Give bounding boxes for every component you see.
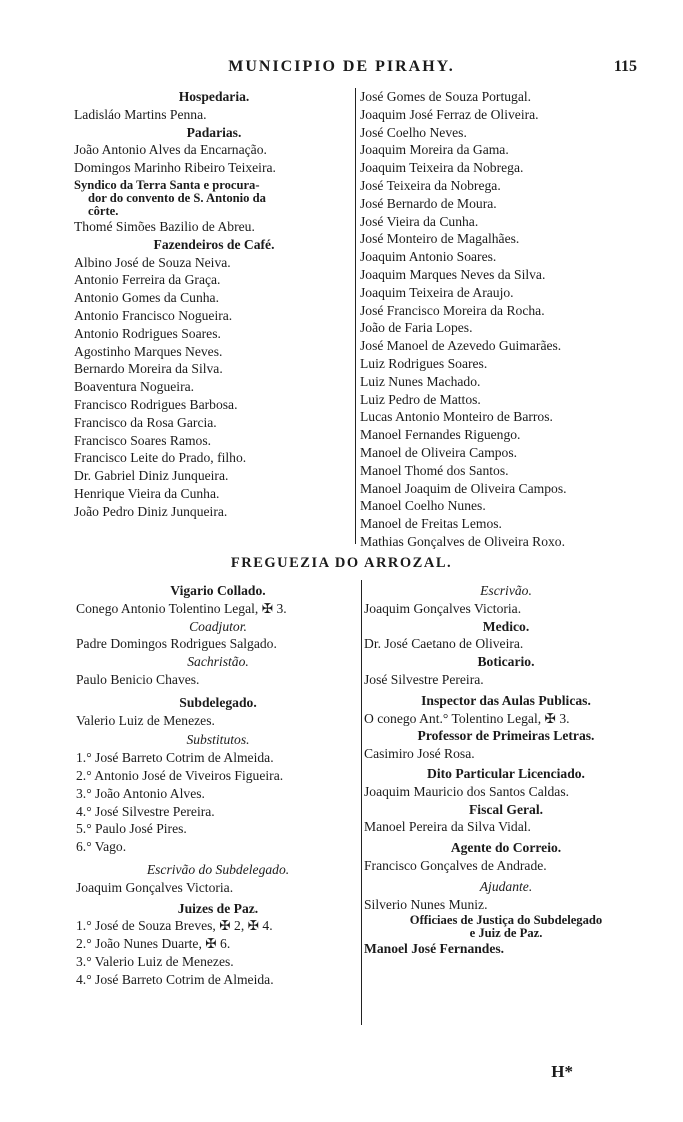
list-item: Francisco Gonçalves de Andrade. xyxy=(364,857,547,873)
fazendeiros-list-continued xyxy=(360,88,645,551)
list-item: José Francisco Moreira da Rocha. xyxy=(360,302,545,318)
section-heading: Dito Particular Licenciado. xyxy=(427,765,585,781)
section-heading: Subdelegado. xyxy=(179,694,257,710)
heading-line: e Juiz de Paz. xyxy=(469,926,543,941)
bottom-right-column xyxy=(364,582,648,958)
list-item: José Vieira da Cunha. xyxy=(360,213,479,229)
list-item: 6.° Vago. xyxy=(76,839,127,855)
section-heading: Agente do Correio. xyxy=(450,840,562,856)
list-item: José Silvestre Pereira. xyxy=(364,671,484,687)
list-item: 4.° José Silvestre Pereira. xyxy=(76,803,215,819)
list-item: Joaquim Antonio Soares. xyxy=(360,249,497,265)
section-heading: Coadjutor. xyxy=(189,618,247,634)
list-item: Manoel Coelho Nunes. xyxy=(360,498,486,514)
list-item: Agostinho Marques Neves. xyxy=(74,343,223,359)
column-divider xyxy=(355,88,356,544)
list-item: Joaquim Gonçalves Victoria. xyxy=(364,600,522,616)
section-heading: Fazendeiros de Café. xyxy=(153,236,275,252)
list-item: Joaquim Moreira da Gama. xyxy=(360,142,509,158)
list-item: Valerio Luiz de Menezes. xyxy=(76,712,215,728)
page-title: MUNICIPIO DE PIRAHY. xyxy=(228,58,455,75)
section-heading: Substitutos. xyxy=(186,732,250,748)
heading-line: dor do convento de S. Antonio da xyxy=(88,190,266,205)
top-right-column xyxy=(360,88,645,551)
list-item: 1.° José de Souza Breves, ✠ 2, ✠ 4. xyxy=(76,918,273,934)
list-item: Albino José de Souza Neiva. xyxy=(74,254,231,270)
list-item: 3.° Valerio Luiz de Menezes. xyxy=(76,953,234,969)
list-item: Antonio Rodrigues Soares. xyxy=(74,325,221,341)
page-header xyxy=(0,58,683,82)
section-heading: Escrivão do Subdelegado. xyxy=(146,861,290,877)
list-item: Francisco Soares Ramos. xyxy=(74,432,212,448)
list-item: Manoel Thomé dos Santos. xyxy=(360,462,509,478)
list-item: José Gomes de Souza Portugal. xyxy=(360,89,532,104)
list-item: Lucas Antonio Monteiro de Barros. xyxy=(360,409,553,425)
section-heading: Vigario Collado. xyxy=(170,583,266,598)
list-item: João de Faria Lopes. xyxy=(360,320,473,336)
section-heading: Fiscal Geral. xyxy=(469,801,543,817)
bottom-left-column xyxy=(76,582,360,989)
list-item: Luiz Pedro de Mattos. xyxy=(360,391,481,407)
list-item: Dr. Gabriel Diniz Junqueira. xyxy=(74,468,229,484)
signature-mark: H* xyxy=(551,1062,573,1081)
list-item: Antonio Francisco Nogueira. xyxy=(74,307,233,323)
list-item: Antonio Ferreira da Graça. xyxy=(74,272,221,288)
section-heading: Sachristão. xyxy=(187,654,249,670)
list-item: Joaquim Mauricio dos Santos Caldas. xyxy=(364,783,570,799)
list-item: José Monteiro de Magalhães. xyxy=(360,231,520,247)
list-item: José Teixeira da Nobrega. xyxy=(360,177,501,193)
list-item: Conego Antonio Tolentino Legal, ✠ 3. xyxy=(76,600,287,616)
list-item: Ladisláo Martins Penna. xyxy=(74,106,207,122)
fazendeiros-list xyxy=(74,254,354,521)
heading-line: côrte. xyxy=(88,203,119,218)
officiaes-heading xyxy=(364,914,648,940)
list-item: Luiz Rodrigues Soares. xyxy=(360,355,488,371)
list-item: 5.° Paulo José Pires. xyxy=(76,821,187,837)
list-item: Manoel de Freitas Lemos. xyxy=(360,516,502,532)
juizes-list xyxy=(76,917,360,988)
section-heading: Inspector das Aulas Publicas. xyxy=(421,692,591,708)
list-item: Joaquim José Ferraz de Oliveira. xyxy=(360,106,539,122)
list-item: Manoel Fernandes Riguengo. xyxy=(360,427,521,443)
list-item: Paulo Benicio Chaves. xyxy=(76,671,200,687)
list-item: João Pedro Diniz Junqueira. xyxy=(74,503,228,519)
list-item: Francisco Leite do Prado, filho. xyxy=(74,450,247,466)
list-item: 1.° José Barreto Cotrim de Almeida. xyxy=(76,750,274,766)
list-item: Mathias Gonçalves de Oliveira Roxo. xyxy=(360,533,565,549)
list-item: 3.° João Antonio Alves. xyxy=(76,785,205,801)
heading-line: Syndico da Terra Santa e procura- xyxy=(74,177,260,192)
list-item: Joaquim Teixeira de Araujo. xyxy=(360,284,514,300)
list-item: 2.° João Nunes Duarte, ✠ 6. xyxy=(76,936,231,952)
syndico-heading xyxy=(74,179,354,218)
list-item: Henrique Vieira da Cunha. xyxy=(74,485,220,501)
list-item: José Coelho Neves. xyxy=(360,124,467,140)
section-heading: Boticario. xyxy=(477,654,535,670)
list-item: Manoel Joaquim de Oliveira Campos. xyxy=(360,480,567,496)
top-left-column xyxy=(74,88,354,521)
heading-line: Officiaes de Justiça do Subdelegado xyxy=(409,913,603,928)
list-item: Antonio Gomes da Cunha. xyxy=(74,290,219,306)
list-item: Casimiro José Rosa. xyxy=(364,746,475,762)
list-item: Thomé Simões Bazilio de Abreu. xyxy=(74,218,255,234)
list-item: Manoel Pereira da Silva Vidal. xyxy=(364,819,531,835)
list-item: Francisco Rodrigues Barbosa. xyxy=(74,396,238,412)
list-item: O conego Ant.° Tolentino Legal, ✠ 3. xyxy=(364,710,570,726)
list-item: Joaquim Teixeira da Nobrega. xyxy=(360,160,524,176)
list-item: Manoel de Oliveira Campos. xyxy=(360,444,518,460)
list-item: José Manoel de Azevedo Guimarães. xyxy=(360,338,562,354)
list-item: 4.° José Barreto Cotrim de Almeida. xyxy=(76,971,274,987)
section-heading: Professor de Primeiras Letras. xyxy=(417,728,595,744)
section-heading: Juizes de Paz. xyxy=(177,900,259,916)
list-item: Boaventura Nogueira. xyxy=(74,379,195,395)
list-item: Silverio Nunes Muniz. xyxy=(364,896,488,912)
list-item: Francisco da Rosa Garcia. xyxy=(74,414,217,430)
list-item: Joaquim Marques Neves da Silva. xyxy=(360,266,546,282)
list-item: Padre Domingos Rodrigues Salgado. xyxy=(76,636,277,652)
list-item: Joaquim Gonçalves Victoria. xyxy=(76,879,234,895)
list-item: Dr. José Caetano de Oliveira. xyxy=(364,636,524,652)
section-heading: Hospedaria. xyxy=(178,89,250,104)
column-divider xyxy=(361,580,362,1025)
section-heading: Padarias. xyxy=(186,124,242,140)
list-item: José Bernardo de Moura. xyxy=(360,195,497,211)
list-item: João Antonio Alves da Encarnação. xyxy=(74,142,267,158)
list-item: Manoel José Fernandes. xyxy=(364,941,505,957)
list-item: Bernardo Moreira da Silva. xyxy=(74,361,223,377)
list-item: Domingos Marinho Ribeiro Teixeira. xyxy=(74,160,276,176)
list-item: Luiz Nunes Machado. xyxy=(360,373,481,389)
section-heading: Ajudante. xyxy=(479,878,533,894)
page-number: 115 xyxy=(613,58,637,75)
substitutos-list xyxy=(76,749,360,856)
list-item: 2.° Antonio José de Viveiros Figueira. xyxy=(76,767,284,783)
section-title: FREGUEZIA DO ARROZAL. xyxy=(230,555,453,571)
section-heading: Medico. xyxy=(482,618,530,634)
section-heading: Escrivão. xyxy=(480,583,532,598)
